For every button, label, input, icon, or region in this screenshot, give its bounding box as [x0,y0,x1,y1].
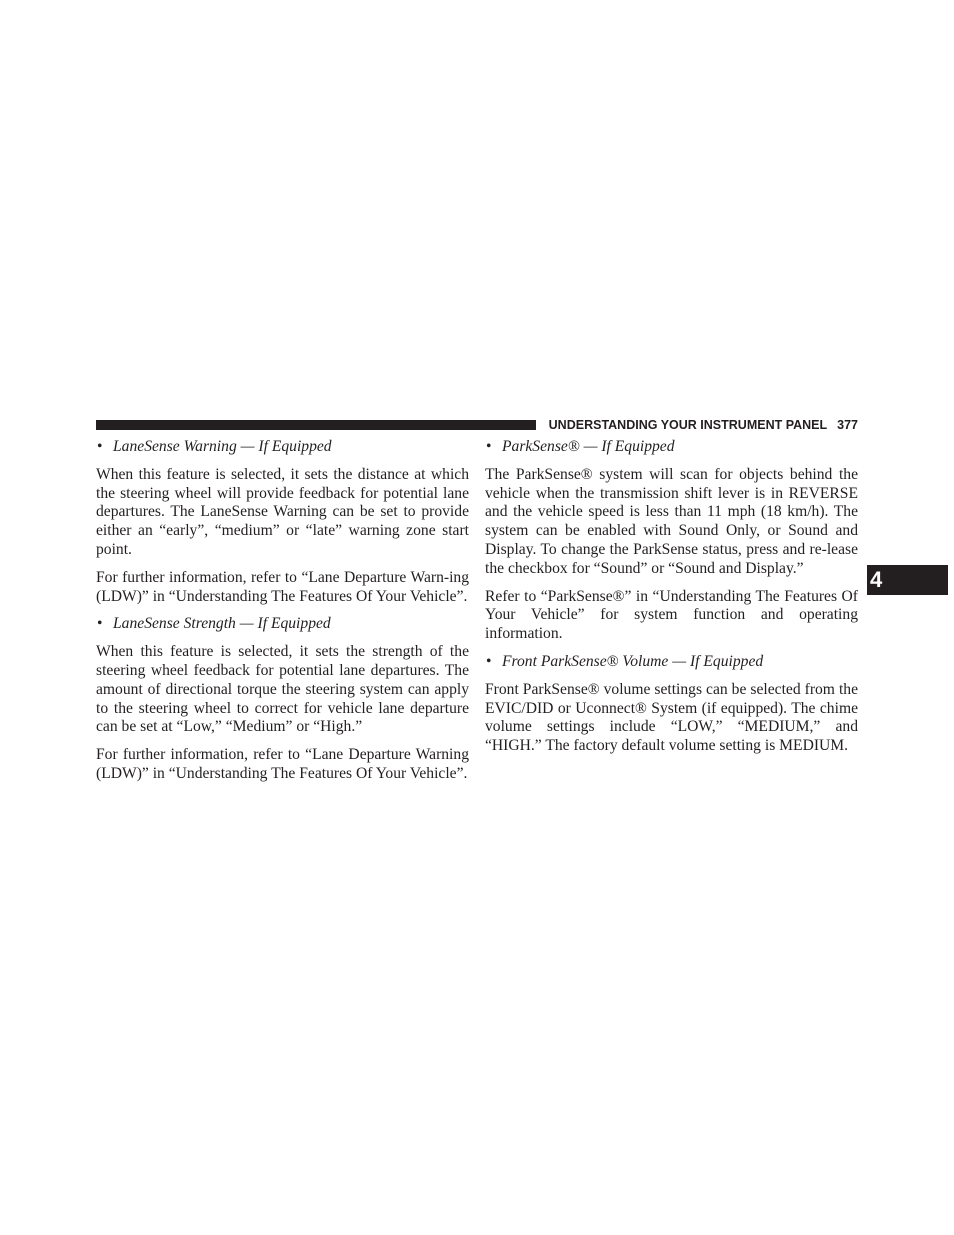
header-rule [96,420,536,430]
paragraph: When this feature is selected, it sets the strength of the steering wheel feedback for potential lane departures. The amount of directional torque the steering system can apply to the steering wheel to correct for vehicle lane departure can be set at “Low,” “Medium” or “High.” [96,643,469,736]
bullet-heading: • LaneSense Warning — If Equipped [97,438,332,455]
page-number: 377 [837,418,858,432]
paragraph: The ParkSense® system will scan for objects behind the vehicle when the transmission shift lever is in REVERSE and the vehicle speed is less than 11 mph (18 km/h). The system can be enabled with Sound Only, or Sound and Display. To change the ParkSense status, press and re-lease the checkbox for “Sound” or “Sound and Display.” [485,465,858,577]
running-header [546,418,858,432]
bullet-dot: • [97,438,103,455]
paragraph: When this feature is selected, it sets the distance at which the steering wheel will provide feedback for potential lane departures. The LaneSense Warning can be set to provide either an “early”, “medium” or “late” warning zone start point. [96,465,469,558]
left-column [96,438,469,793]
bullet-heading: • ParkSense® — If Equipped [486,438,675,455]
bullet-dot: • [486,652,492,670]
right-column [485,438,858,765]
paragraph: For further information, refer to “Lane Departure Warn-ing (LDW)” in “Understanding The Features Of Your Vehicle”. [96,568,469,605]
bullet-heading: • LaneSense Strength — If Equipped [97,615,331,633]
paragraph: For further information, refer to “Lane Departure Warning (LDW)” in “Understanding The Features Of Your Vehicle”. [96,746,469,782]
section-title: UNDERSTANDING YOUR INSTRUMENT PANEL [548,418,828,432]
bullet-dot: • [97,615,103,633]
paragraph: Front ParkSense® volume settings can be selected from the EVIC/DID or Uconnect® System (if equipped). The chime volume settings include “LOW,” “MEDIUM,” and “HIGH.” The factory default volume setting is MEDIUM. [485,680,858,755]
bullet-dot: • [486,438,492,455]
paragraph: Refer to “ParkSense®” in “Understanding The Features Of Your Vehicle” for system function and operating information. [485,587,858,643]
chapter-tab: 4 [867,565,948,595]
bullet-heading: • Front ParkSense® Volume — If Equipped [486,652,764,670]
